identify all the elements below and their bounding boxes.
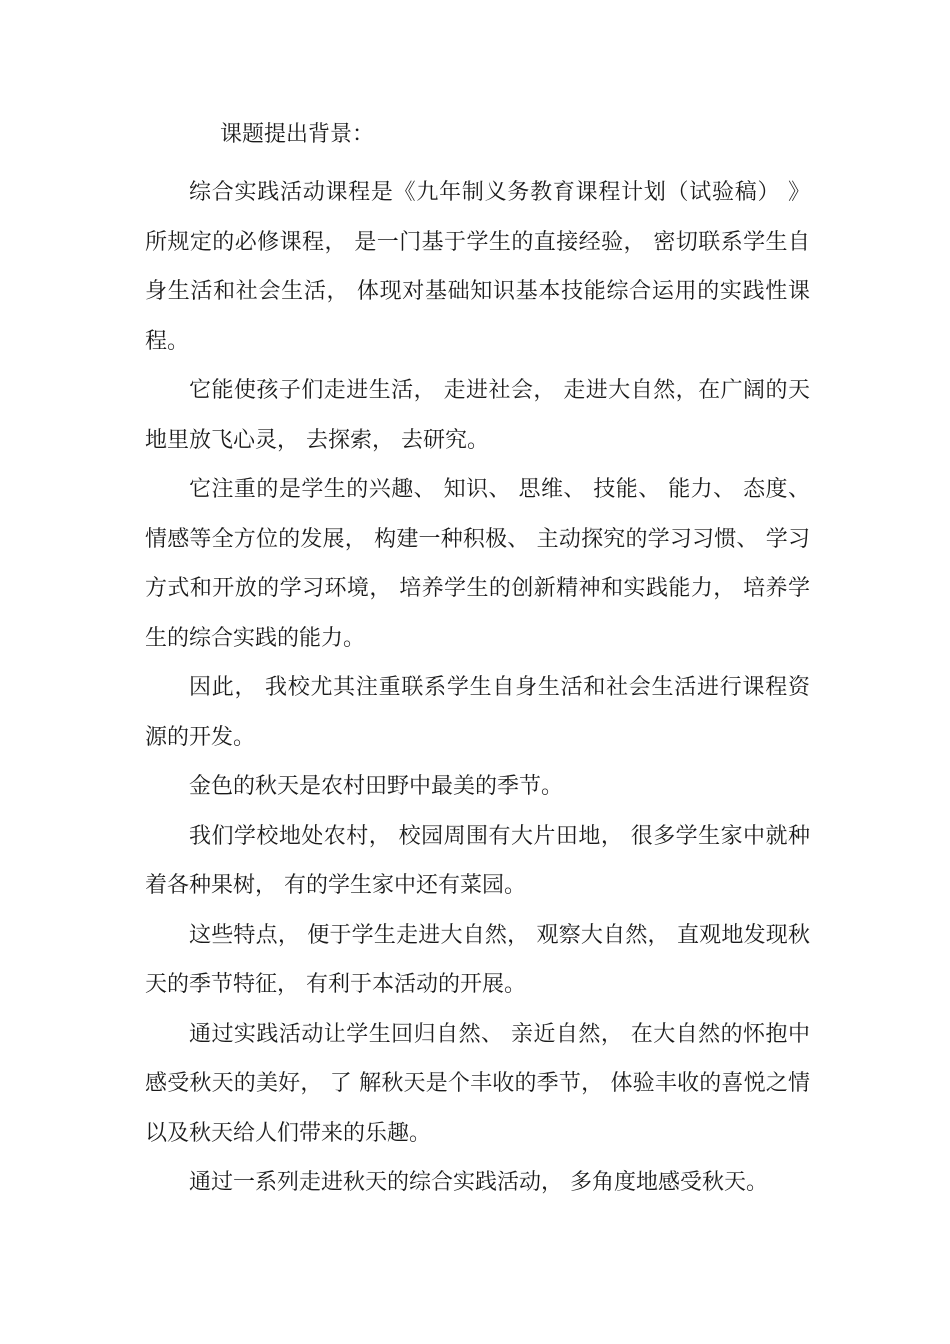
- paragraph-2: 它能使孩子们走进生活， 走进社会， 走进大自然，在广阔的天地里放飞心灵， 去探索， 去研究。: [145, 378, 810, 453]
- body-text: [145, 168, 810, 1208]
- paragraph-7: 这些特点， 便于学生走进大自然， 观察大自然， 直观地发现秋天的季节特征， 有利于本活动的开展。: [145, 922, 810, 997]
- paragraph-5: 金色的秋天是农村田野中最美的季节。: [189, 774, 564, 799]
- paragraph-8: 通过实践活动让学生回归自然、 亲近自然， 在大自然的怀抱中感受秋天的美好， 了 解秋天是个丰收的季节， 体验丰收的喜悦之情以及秋天给人们带来的乐趣。: [145, 1021, 810, 1146]
- paragraph-3: 它注重的是学生的兴趣、 知识、 思维、 技能、 能力、 态度、情感等全方位的发展， 构建一种积极、 主动探究的学习习惯、 学习方式和开放的学习环境， 培养学生的创新精神和实践能力， 培养学生的综合实践的能力。: [145, 477, 810, 651]
- section-heading: 课题提出背景：: [220, 122, 375, 147]
- paragraph-1: 综合实践活动课程是《九年制义务教育课程计划（试验稿） 》所规定的必修课程， 是一门基于学生的直接经验， 密切联系学生自身生活和社会生活， 体现对基础知识基本技能综合运用的实践性课程。: [145, 180, 810, 354]
- paragraph-9: 通过一系列走进秋天的综合实践活动， 多角度地感受秋天。: [189, 1170, 768, 1195]
- paragraph-4: 因此， 我校尤其注重联系学生自身生活和社会生活进行课程资源的开发。: [145, 675, 810, 750]
- paragraph-6: 我们学校地处农村， 校园周围有大片田地， 很多学生家中就种着各种果树， 有的学生家中还有菜园。: [145, 823, 810, 898]
